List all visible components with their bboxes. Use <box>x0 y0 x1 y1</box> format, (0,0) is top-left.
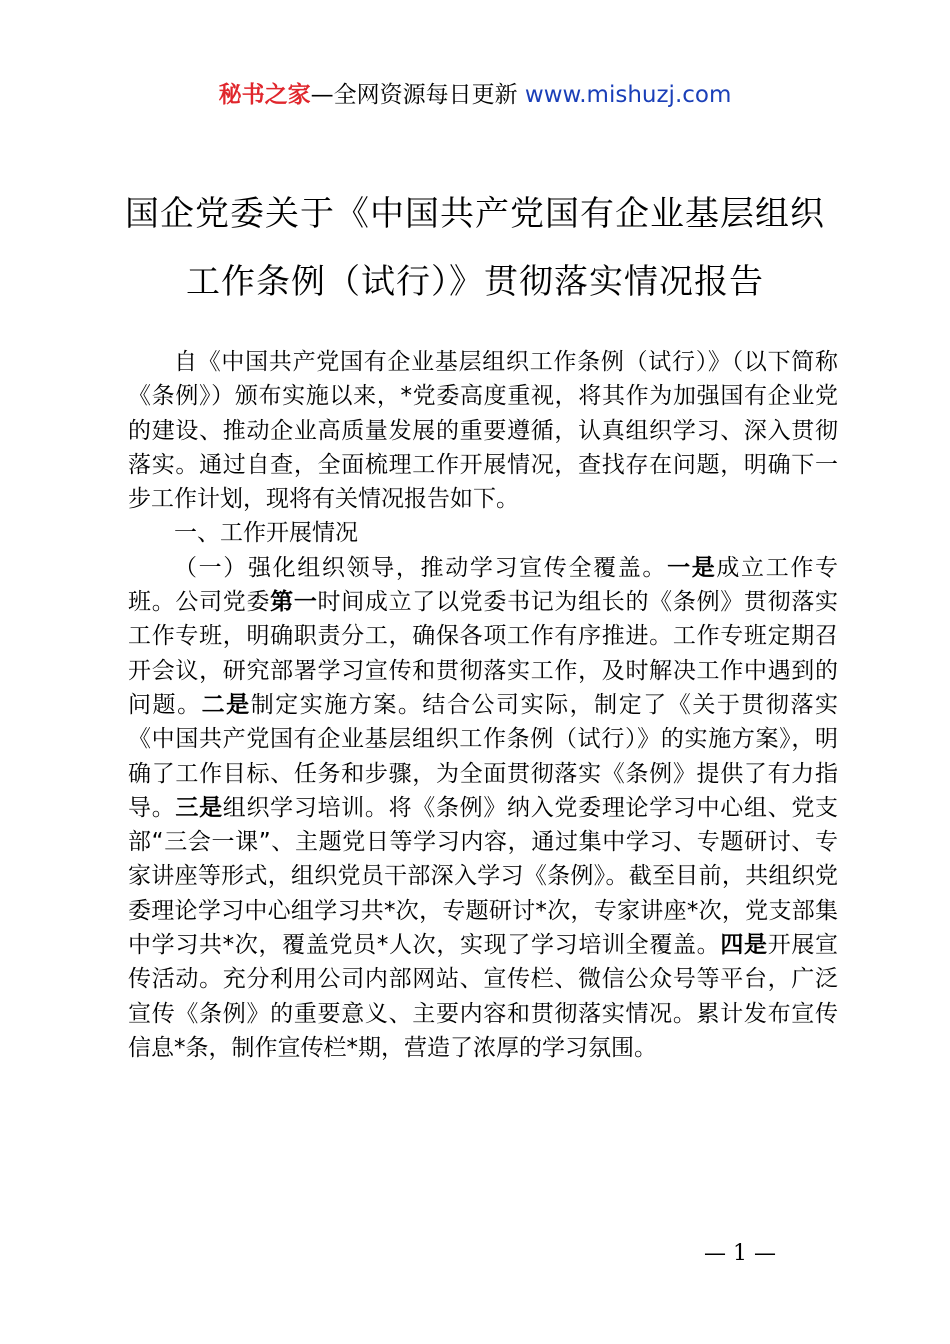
section-heading: 一、工作开展情况 <box>174 520 358 547</box>
site-url-link[interactable]: www.mishuzj.com <box>524 82 732 108</box>
item-4-text: 开展宣传活动。充分利用公司内部网站、宣传栏、微信公众号等平台，广泛宣传《条例》的重要意义、主要内容和贯彻落实情况。累计发布宣传信息*条，制作宣传栏*期，营造了浓厚的学习氛围。 <box>128 932 839 1061</box>
item-2-label: 二是 <box>201 691 251 718</box>
title-line-1: 国企党委关于《中国共产党国有企业基层组织 <box>125 194 825 234</box>
item-1-text-b: 时间成立了以党委书记为组长的《条例》贯彻落实工作专班，明确职责分工，确保各项工作有序推进。工作专班定期召开会议，研究部署学习宣传和贯彻落实工作，及时解决工作中遇到的问题。 <box>128 589 839 718</box>
page-number: — 1 — <box>704 1241 776 1266</box>
intro-paragraph: 自《中国共产党国有企业基层组织工作条例（试行）》（以下简称《条例》）颁布实施以来，*党委高度重视，将其作为加强国有企业党的建设、推动企业高质量发展的重要遵循，认真组织学习、深入贯彻落实。通过自查，全面梳理工作开展情况，查找存在问题，明确下一步工作计划，现将有关情况报告如下。 <box>128 349 838 513</box>
item-4-label: 四是 <box>720 932 768 959</box>
subsection-paragraph <box>128 551 838 1065</box>
site-slogan: —全网资源每日更新 <box>310 82 525 108</box>
subsection-heading: （一）强化组织领导，推动学习宣传全覆盖。 <box>174 554 668 581</box>
item-1-label: 一是 <box>667 554 717 581</box>
document-body <box>128 345 838 1065</box>
item-3-text: 组织学习培训。将《条例》纳入党委理论学习中心组、党支部“三会一课”、主题党日等学习内容，通过集中学习、专题研讨、专家讲座等形式，组织党员干部深入学习《条例》。截至目前，共组织党委理论学习中心组学习共*次，专题研讨*次，专家讲座*次，党支部集中学习共*次，覆盖党员*人次，实现了学习培训全覆盖。 <box>128 794 839 959</box>
item-3-label: 三是 <box>175 794 223 821</box>
site-banner <box>0 80 950 110</box>
site-brand: 秘书之家 <box>218 82 311 108</box>
item-2-text: 制定实施方案。结合公司实际，制定了《关于贯彻落实《中国共产党国有企业基层组织工作条例（试行）》的实施方案》，明确了工作目标、任务和步骤，为全面贯彻落实《条例》提供了有力指导。 <box>128 691 839 821</box>
item-1-text-a: 成立工作专班。公司党委 <box>128 554 839 616</box>
item-1-emphasis: 第一 <box>270 589 318 616</box>
title-line-2: 工作条例（试行）》贯彻落实情况报告 <box>186 262 764 302</box>
document-title <box>60 180 890 316</box>
